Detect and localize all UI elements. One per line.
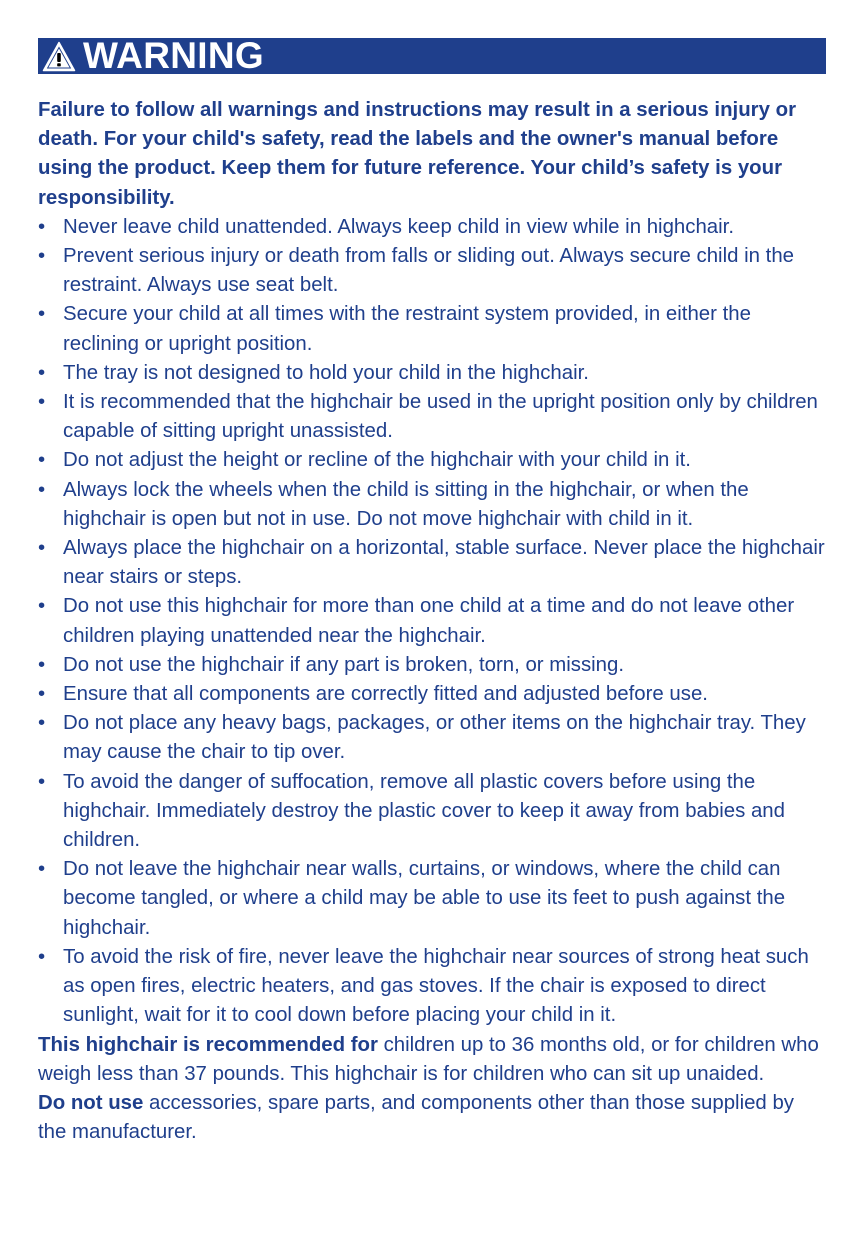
bullet-icon: • [38, 245, 46, 268]
warning-header [38, 35, 826, 76]
warning-item [38, 534, 826, 592]
bullet-icon: • [38, 653, 46, 676]
warning-item [38, 709, 826, 767]
bullet-icon: • [38, 537, 46, 560]
recommendation-text: children up to 36 months old, or for children who weigh less than 37 pounds. This highchair is for children who can sit up unaided. [38, 1033, 819, 1085]
warning-text: It is recommended that the highchair be used in the upright position only by children capable of sitting upright unassisted. [63, 391, 818, 443]
warning-text: Never leave child unattended. Always keep child in view while in highchair. [63, 215, 735, 238]
bullet-icon: • [38, 945, 46, 968]
warning-item [38, 359, 826, 388]
warning-text: Do not leave the highchair near walls, curtains, or windows, where the child can become tangled, or where a child may be able to use its feet to push against the highchair. [63, 858, 786, 939]
warning-text: Always lock the wheels when the child is sitting in the highchair, or when the highchair is open but not in use. Do not move highchair with child in it. [63, 478, 749, 530]
warning-item [38, 943, 826, 1031]
warning-text: To avoid the risk of fire, never leave the highchair near sources of strong heat such as open fires, electric heaters, and gas stoves. If the chair is exposed to direct sunlight, wait for it to cool down before placing your child in it. [63, 945, 809, 1027]
warning-text: Do not place any heavy bags, packages, or other items on the highchair tray. They may cause the chair to tip over. [63, 712, 806, 764]
warning-item [38, 446, 826, 475]
warning-text: Secure your child at all times with the restraint system provided, in either the reclining or upright position. [63, 303, 751, 355]
accessories-bold: Do not use [38, 1091, 144, 1114]
warning-text: Always place the highchair on a horizontal, stable surface. Never place the highchair near stairs or steps. [63, 537, 825, 589]
recommendation-note [38, 1031, 826, 1089]
recommendation-bold: This highchair is recommended for [38, 1033, 378, 1056]
warning-item [38, 651, 826, 680]
accessories-note [38, 1089, 826, 1147]
warning-item [38, 855, 826, 943]
warning-text: Prevent serious injury or death from falls or sliding out. Always secure child in the restraint. Always use seat belt. [63, 245, 795, 297]
warning-item [38, 592, 826, 650]
warning-item [38, 388, 826, 446]
warning-text: Do not use the highchair if any part is broken, torn, or missing. [63, 653, 625, 676]
accessories-text: accessories, spare parts, and components other than those supplied by the manufacturer. [38, 1091, 794, 1144]
warnings-list [38, 213, 826, 1031]
warning-text: Ensure that all components are correctly fitted and adjusted before use. [63, 683, 708, 706]
bullet-icon: • [38, 770, 46, 793]
warning-text: Do not adjust the height or recline of the highchair with your child in it. [63, 449, 691, 472]
warning-item [38, 213, 826, 242]
intro-statement: Failure to follow all warnings and instructions may result in a serious injury or death. For your child's safety, read the labels and the owner's manual before using the product. Keep them for future reference. Your child’s safety is your responsibility. [38, 99, 796, 209]
warning-item [38, 768, 826, 856]
bullet-icon: • [38, 683, 46, 706]
bullet-icon: • [38, 595, 46, 618]
warning-text: Do not use this highchair for more than one child at a time and do not leave other children playing unattended near the highchair. [63, 595, 795, 647]
warning-item [38, 242, 826, 300]
warning-item [38, 476, 826, 534]
bullet-icon: • [38, 712, 46, 735]
bullet-icon: • [38, 215, 46, 238]
warning-triangle-icon [42, 41, 76, 72]
warning-item [38, 680, 826, 709]
bullet-icon: • [38, 303, 46, 326]
bullet-icon: • [38, 391, 46, 414]
warning-title: WARNING [83, 35, 264, 76]
bullet-icon: • [38, 478, 46, 501]
bullet-icon: • [38, 361, 46, 384]
bullet-icon: • [38, 858, 46, 881]
bullet-icon: • [38, 449, 46, 472]
warning-text: The tray is not designed to hold your child in the highchair. [63, 361, 589, 384]
warning-text: To avoid the danger of suffocation, remove all plastic covers before using the highchair. Immediately destroy the plastic cover to keep it away from babies and children. [63, 770, 785, 852]
warning-item [38, 300, 826, 358]
